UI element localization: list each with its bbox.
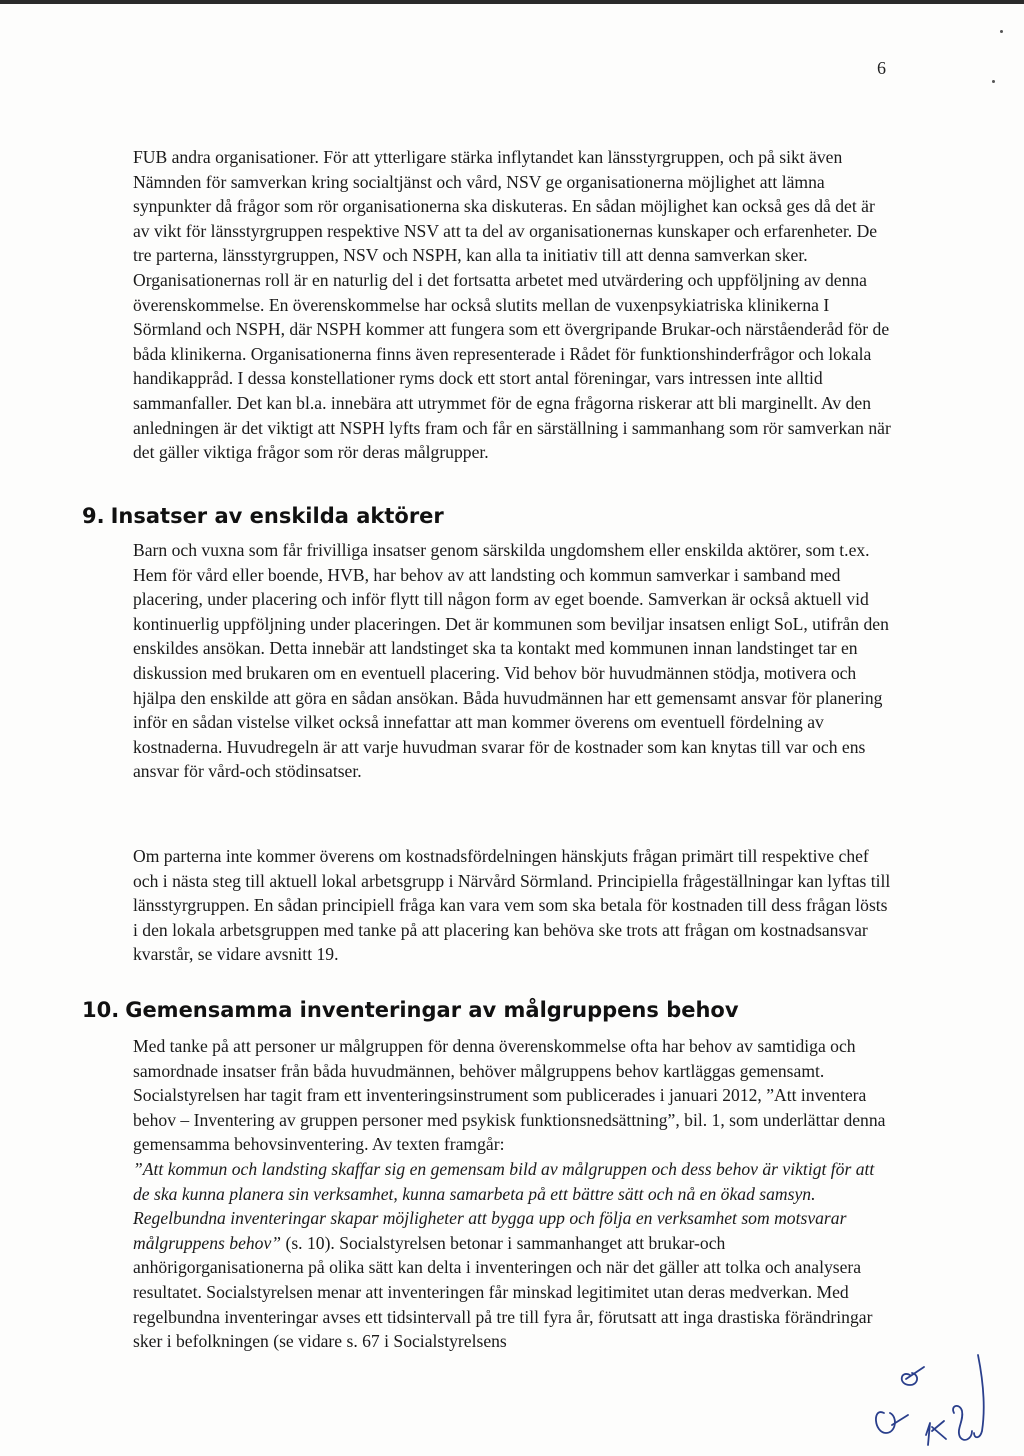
section-9-heading bbox=[82, 504, 444, 528]
section-10-number: 10. bbox=[82, 998, 120, 1022]
section-10-title: Gemensamma inventeringar av målgruppens behov bbox=[125, 998, 739, 1022]
section-10-lead: Med tanke på att personer ur målgruppen för denna överenskommelse ofta har behov av samtidiga och samordnade insatser från båda huvudmännen, behöver målgruppens behov kartläggas gemensamt. Socialstyrelsen har tagit fram ett inventeringsinstrument som publicerades i januari 2012, ”Att inventera behov – Inventering av gruppen personer med psykisk funktionsnedsättning”, bil. 1, som underlättar denna gemensamma behovsinventering. Av texten framgår: bbox=[133, 1036, 886, 1155]
section-9-paragraph-2: Om parterna inte kommer överens om kostnadsfördelningen hänskjuts frågan primärt till respektive chef och i nästa steg till aktuell lokal arbetsgrupp i Närvård Sörmland. Principiella frågeställningar kan lyftas till länsstyrgruppen. En sådan principiell fråga kan vara vem som ska betala för kostnaden till dess frågan lösts i den lokala arbetsgruppen med tanke på att placering kan behöva ske trots att frågan om kostnadsansvar kvarstår, se vidare avsnitt 19. bbox=[133, 846, 891, 965]
page-number: 6 bbox=[877, 58, 886, 78]
scan-speck bbox=[992, 80, 995, 83]
section-10-heading bbox=[82, 998, 739, 1022]
handwritten-initials bbox=[870, 1335, 1010, 1450]
section-10-tail: (s. 10). Socialstyrelsen betonar i sammanhanget att brukar-och anhörigorganisationerna på olika sätt kan delta i inventeringen och när det gäller att tolka och analysera resultatet. Socialstyrelsen menar att inventeringen får minskad legitimitet utan deras medverkan. Med regelbundna inventeringar avses ett tidsintervall på tre till fyra år, förutsatt att inga drastiska förändringar sker i befolkningen (se vidare s. 67 i Socialstyrelsens bbox=[133, 1232, 873, 1352]
section-9-number: 9. bbox=[82, 504, 105, 528]
scan-speck bbox=[1000, 30, 1003, 33]
section-10-quote: ”Att kommun och landsting skaffar sig en gemensam bild av målgruppen och dess behov är viktigt för att de ska kunna planera sin verksamhet, kunna samarbeta på ett bättre sätt och nå en ökad samsyn. Regelbundna inventeringar skapar möjligheter att bygga upp och följa en verksamhet som motsvarar målgruppens behov” bbox=[133, 1158, 875, 1253]
intro-paragraph: FUB andra organisationer. För att ytterligare stärka inflytandet kan länsstyrgruppen, och på sikt även Nämnden för samverkan kring socialtjänst och vård, NSV ge organisationerna möjlighet att lämna synpunkter då frågor som rör organisationerna ska diskuteras. En sådan möjlighet kan också ges då det är av vikt för länsstyrgruppen respektive NSV att ta del av organisationernas kunskaper och erfarenheter. De tre parterna, länsstyrgruppen, NSV och NSPH, kan alla ta initiativ till att denna samverkan sker. Organisationernas roll är en naturlig del i det fortsatta arbetet med utvärdering och uppföljning av denna överenskommelse. En överenskommelse har också slutits mellan de vuxenpsykiatriska klinikerna I Sörmland och NSPH, där NSPH kommer att fungera som ett övergripande Brukar-och närståenderåd för de båda klinikerna. Organisationerna finns även representerade i Rådet för funktionshinderfrågor och lokala handikappråd. I dessa konstellationer ryms dock ett stort antal föreningar, vars intressen inte alltid sammanfaller. Det kan bl.a. innebära att utrymmet för de egna frågorna riskerar att bli marginellt. Av den anledningen är det viktigt att NSPH lyfts fram och får en särställning i sammanhang som rör samverkan när det gäller viktiga frågor som rör deras målgrupper. bbox=[133, 147, 891, 463]
section-9-title: Insatser av enskilda aktörer bbox=[110, 504, 444, 528]
section-9-paragraph-1: Barn och vuxna som får frivilliga insatser genom särskilda ungdomshem eller enskilda aktörer, som t.ex. Hem för vård eller boende, HVB, har behov av att landsting och kommun samverkar i samband med placering, under placering och inför flytt till någon form av eget boende. Samverkan är också aktuell vid kontinuerlig uppföljning under placeringen. Det är kommunen som beviljar insatsen enligt SoL, utifrån den enskildes ansökan. Detta innebär att landstinget ska ta kontakt med kommunen innan landstinget tar en diskussion med brukaren om en eventuell placering. Vid behov bör huvudmännen stödja, motivera och hjälpa den enskilde att göra en sådan ansökan. Båda huvudmännen har ett gemensamt ansvar för planering inför en sådan vistelse vilket också innefattar att man kommer överens om eventuell fördelning av kostnaderna. Huvudregeln är att varje huvudman svarar för de kostnader som kan knytas till var och ens ansvar för vård-och stödinsatser. bbox=[133, 540, 889, 782]
scan-edge bbox=[0, 0, 1024, 4]
section-10-paragraph bbox=[133, 1034, 893, 1354]
